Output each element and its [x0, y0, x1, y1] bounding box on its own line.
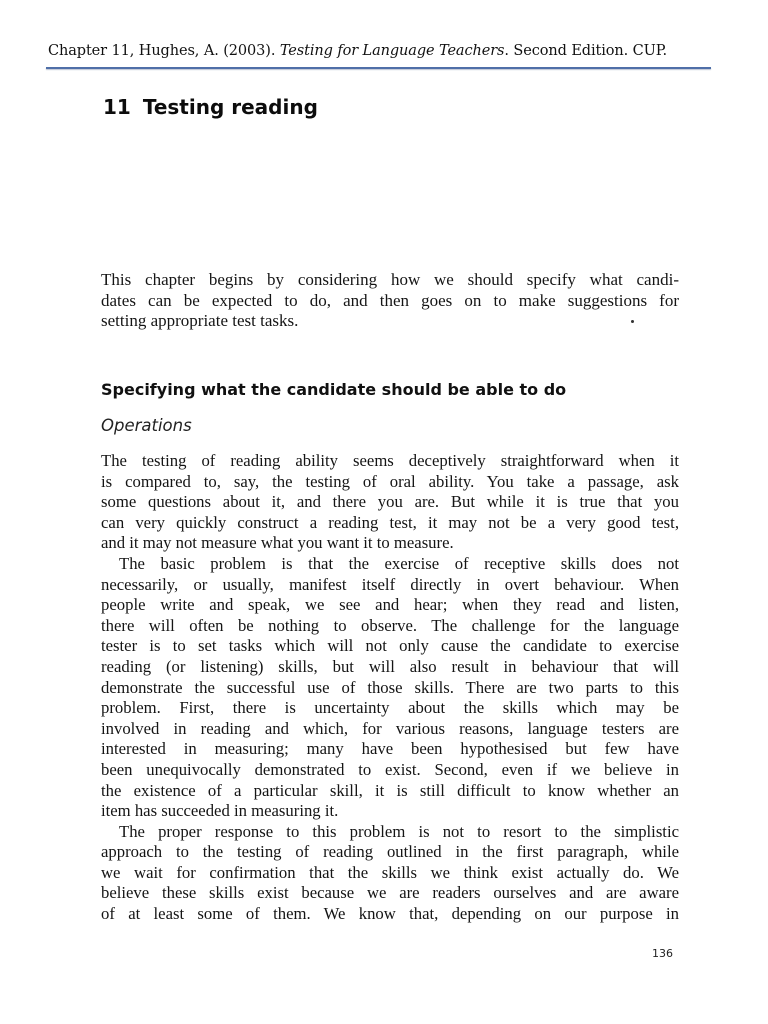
body-line: tester is to set tasks which will not only cause the candidate to exercise — [101, 636, 679, 656]
page-header — [48, 43, 710, 59]
body-line: there will often be nothing to observe. The challenge for the language — [101, 615, 679, 635]
body-line: believe these skills exist because we are readers ourselves and are aware — [101, 883, 679, 903]
body-line: item has succeeded in measuring it. — [101, 801, 339, 821]
body-line: and it may not measure what you want it to measure. — [101, 533, 454, 553]
chapter-title — [103, 95, 318, 119]
intro-line: setting appropriate test tasks. — [101, 311, 299, 330]
intro-paragraph — [101, 270, 679, 332]
body-line: The proper response to this problem is not to resort to the simplistic — [119, 821, 679, 841]
body-line: reading (or listening) skills, but will also result in behaviour that will — [101, 656, 679, 676]
body-line: The testing of reading ability seems deceptively straightforward when it — [101, 451, 679, 470]
body-line: some questions about it, and there you are. But while it is true that you — [101, 492, 679, 512]
header-book-title: Testing for Language Teachers — [279, 43, 505, 59]
header-citation-suffix: . Second Edition. CUP. — [504, 43, 668, 59]
body-line: of at least some of them. We know that, depending on our purpose in — [101, 904, 679, 924]
body-line: the existence of a particular skill, it is still difficult to know whether an — [101, 780, 679, 800]
header-rule — [46, 67, 711, 69]
body-line: been unequivocally demonstrated to exist. Second, even if we believe in — [101, 759, 679, 779]
body-line: demonstrate the successful use of those skills. There are two parts to this — [101, 677, 679, 697]
chapter-title-text: Testing reading — [142, 95, 318, 119]
intro-line: dates can be expected to do, and then goes on to make suggestions for — [101, 290, 679, 310]
page-number: 136 — [652, 947, 673, 960]
body-line: interested in measuring; many have been hypothesised but few have — [101, 739, 679, 759]
section-heading: Specifying what the candidate should be able to do — [101, 380, 567, 399]
body-line: we wait for confirmation that the skills we think exist actually do. We — [101, 862, 679, 882]
body-text — [101, 451, 679, 925]
body-line: The basic problem is that the exercise of receptive skills does not — [119, 553, 679, 573]
body-line: problem. First, there is uncertainty about the skills which may be — [101, 698, 679, 718]
body-line: necessarily, or usually, manifest itself directly in overt behaviour. When — [101, 574, 679, 594]
intro-line: This chapter begins by considering how we should specify what candi- — [101, 270, 679, 289]
body-line: is compared to, say, the testing of oral ability. You take a passage, ask — [101, 471, 679, 491]
body-line: can very quickly construct a reading test, it may not be a very good test, — [101, 512, 679, 532]
body-line: approach to the testing of reading outlined in the first paragraph, while — [101, 842, 679, 862]
body-line: people write and speak, we see and hear; when they read and listen, — [101, 595, 679, 615]
scan-speck — [631, 320, 634, 323]
header-citation-prefix: Chapter 11, Hughes, A. (2003). — [48, 43, 280, 59]
body-line: involved in reading and which, for various reasons, language testers are — [101, 718, 679, 738]
chapter-number: 11 — [103, 95, 131, 119]
subheading: Operations — [101, 416, 192, 435]
